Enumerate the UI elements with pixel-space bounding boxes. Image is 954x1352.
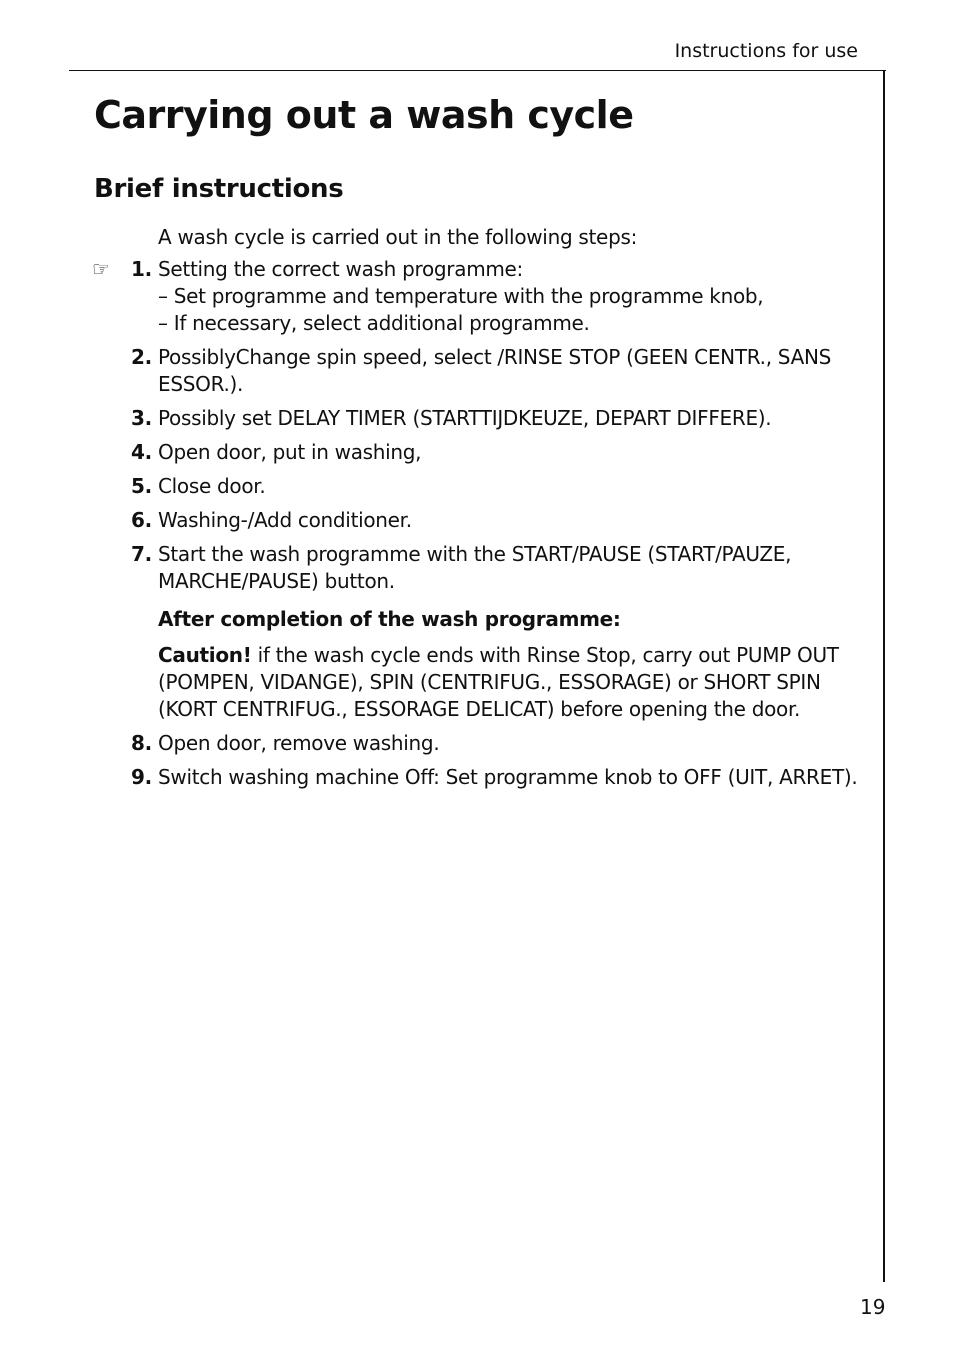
page-title: Carrying out a wash cycle [94, 93, 634, 137]
step-2 [131, 344, 848, 398]
step-number: 6. [131, 508, 152, 532]
step-text: Close door. [158, 474, 266, 498]
caution-note [158, 642, 858, 723]
intro-text: A wash cycle is carried out in the following steps: [158, 225, 638, 249]
step-number: 7. [131, 542, 152, 566]
step-number: 1. [131, 257, 152, 281]
step-text: Start the wash programme with the START/PAUSE (START/PAUZE, MARCHE/PAUSE) button. [158, 542, 792, 593]
header-rule [69, 70, 886, 71]
step-text: Setting the correct wash programme: [158, 257, 523, 281]
caution-text: if the wash cycle ends with Rinse Stop, carry out PUMP OUT (POMPEN, VIDANGE), SPIN (CENTRIFUG., ESSORAGE) or SHORT SPIN (KORT CENTRIFUG., ESSORAGE DELICAT) before opening the door. [158, 643, 839, 721]
step-number: 5. [131, 474, 152, 498]
step-number: 4. [131, 440, 152, 464]
step-9 [131, 764, 878, 791]
step-8 [131, 730, 848, 757]
step-text: Washing-/Add conditioner. [158, 508, 412, 532]
instructions-body [0, 224, 954, 798]
step-text: Switch washing machine Off: Set programme knob to OFF (UIT, ARRET). [158, 765, 858, 789]
step-5 [131, 473, 848, 500]
step-text: PossiblyChange spin speed, select /RINSE STOP (GEEN CENTR., SANS ESSOR.). [158, 345, 832, 396]
step-1 [92, 256, 848, 337]
section-title: Brief instructions [94, 174, 344, 204]
step-text: Possibly set DELAY TIMER (STARTTIJDKEUZE, DEPART DIFFERE). [158, 406, 772, 430]
step-number: 3. [131, 406, 152, 430]
step-number: 8. [131, 731, 152, 755]
step-3 [131, 405, 848, 432]
step-text: Open door, put in washing, [158, 440, 422, 464]
running-header: Instructions for use [674, 40, 858, 62]
step-number: 2. [131, 345, 152, 369]
step-6 [131, 507, 848, 534]
step-7 [131, 541, 848, 595]
step-number: 9. [131, 765, 152, 789]
step-4 [131, 439, 848, 466]
caution-label: Caution! [158, 643, 252, 667]
step-text: Open door, remove washing. [158, 731, 440, 755]
after-completion-heading: After completion of the wash programme: [158, 607, 621, 631]
page-number: 19 [860, 1295, 886, 1319]
step-subitem: – If necessary, select additional programme. [158, 311, 590, 335]
pointing-hand-icon: ☞ [92, 257, 110, 281]
step-subitem: – Set programme and temperature with the programme knob, [158, 284, 764, 308]
